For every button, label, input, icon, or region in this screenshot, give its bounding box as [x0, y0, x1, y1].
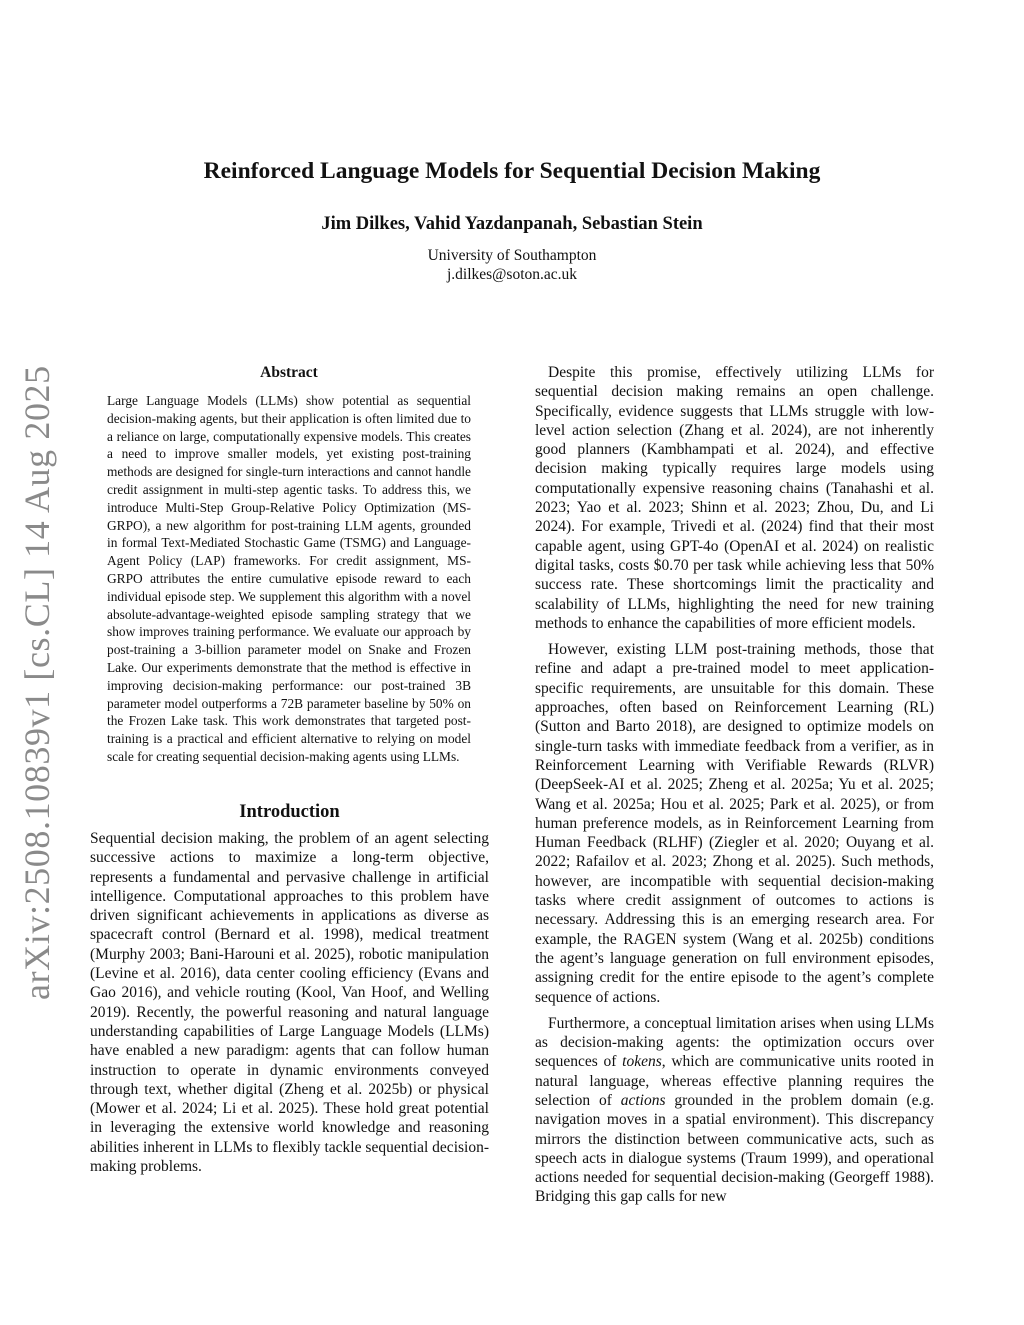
- introduction-paragraph-4: [535, 1014, 934, 1207]
- paper-authors: Jim Dilkes, Vahid Yazdanpanah, Sebastian Stein: [321, 214, 703, 234]
- introduction-heading: Introduction: [239, 802, 340, 822]
- abstract-heading: Abstract: [260, 364, 318, 381]
- paper-title: Reinforced Language Models for Sequential Decision Making: [203, 158, 821, 184]
- arxiv-identifier: arXiv:2508.10839v1 [cs.CL] 14 Aug 2025: [17, 365, 57, 1000]
- affiliation: University of Southampton: [427, 247, 597, 264]
- introduction-paragraph-2: Despite this promise, effectively utilizing LLMs for sequential decision making remains an open challenge. Specifically, evidence suggests that LLMs struggle with low-level action selection (Zhang et al. 2024), are not inherently good planners (Kambhampati et al. 2024), and effective decision making typically requires large models using computationally expensive reasoning chains (Tanahashi et al. 2023; Yao et al. 2023; Shinn et al. 2023; Zhou, Du, and Li 2024). For example, Trivedi et al. (2024) find that their most capable agent, using GPT-4o (OpenAI et al. 2024) on realistic digital tasks, costs $0.70 per task while achieving less that 50% success rate. These shortcomings limit the practicality and scalability of LLMs, highlighting the need for new training methods to enhance the capabilities of more efficient models.: [535, 364, 934, 632]
- term-actions: actions: [620, 1091, 666, 1109]
- introduction-paragraph-3: However, existing LLM post-training methods, those that refine and adapt a pre-trained model to meet application-specific requirements, are unsuitable for this domain. These approaches, often based on Reinforcement Learning (RL) (Sutton and Barto 2018), are designed to optimize models on single-turn tasks with immediate feedback from a verifier, as in Reinforcement Learning with Verifiable Rewards (RLVR) (DeepSeek-AI et al. 2025; Zheng et al. 2025a; Yu et al. 2025; Wang et al. 2025a; Hou et al. 2025; Park et al. 2025), or from human preference models, as in Reinforcement Learning from Human Feedback (RLHF) (Ziegler et al. 2020; Ouyang et al. 2022; Rafailov et al. 2023; Zhong et al. 2025). Such methods, however, are incompatible with sequential decision-making tasks where credit assignment of outcomes to actions is necessary. Addressing this is an emerging research area. For example, the RAGEN system (Wang et al. 2025b) conditions the agent’s language generation on full environment episodes, assigning credit for the entire episode to the agent’s complete sequence of actions.: [535, 641, 934, 1006]
- abstract-text: Large Language Models (LLMs) show potential as sequential decision-making agents, but their application is often limited due to a reliance on large, computationally expensive models. This creates a need to improve smaller models, yet existing post-training methods are designed for single-turn interactions and cannot handle credit assignment in multi-step agentic tasks. To address this, we introduce Multi-Step Group-Relative Policy Optimization (MS-GRPO), a new algorithm for post-training LLM agents, grounded in formal Text-Mediated Stochastic Game (TSMG) and Language-Agent Policy (LAP) frameworks. For credit assignment, MS-GRPO attributes the entire cumulative episode reward to each individual episode step. We supplement this algorithm with a novel absolute-advantage-weighted episode sampling strategy that we show improves training performance. We evaluate our approach by post-training a 3-billion parameter model on Snake and Frozen Lake. Our experiments demonstrate that the method is effective in improving decision-making performance: our post-trained 3B parameter model outperforms a 72B parameter baseline by 50% on the Frozen Lake task. This work demonstrates that targeted post-training is a practical and efficient alternative to relying on model scale for creating sequential decision-making agents using LLMs.: [107, 393, 471, 764]
- term-tokens: tokens: [622, 1053, 662, 1071]
- paragraph-4-text-c: grounded in the problem domain (e.g. navigation moves in a spatial environment). This discrepancy mirrors the distinction between communicative acts, such as speech acts in dialogue systems (Traum 1999), and operational actions needed for sequential decision-making (Georgeff 1988). Bridging this gap calls for new: [535, 1091, 934, 1206]
- paragraph-4-text-b: , which are communicative units rooted in natural language, whereas effective planning requires the selection of: [535, 1053, 934, 1109]
- author-email: j.dilkes@soton.ac.uk: [446, 266, 578, 283]
- right-column: [535, 363, 934, 1214]
- paragraph-4-text-a: Furthermore, a conceptual limitation arises when using LLMs as decision-making agents: the optimization occurs over sequences of: [535, 1014, 934, 1071]
- author-affiliation-block: [0, 246, 1024, 284]
- introduction-paragraph-1: Sequential decision making, the problem of an agent selecting successive actions to maximize a long-term objective, represents a fundamental and pervasive challenge in artificial intelligence. Computational approaches to this problem have driven significant achievements in applications as diverse as spacecraft control (Bernard et al. 1998), medical treatment (Murphy 2003; Bani-Harouni et al. 2025), robotic manipulation (Levine et al. 2016), data center cooling efficiency (Evans and Gao 2016), and vehicle routing (Kool, Van Hoof, and Welling 2019). Recently, the powerful reasoning and natural language understanding capabilities of Large Language Models (LLMs) have enabled a new paradigm: agents that can follow human instruction to operate in dynamic environments conveyed through text, whether digital (Zheng et al. 2025b) or physical (Mower et al. 2024; Li et al. 2025). These hold great potential in leveraging the extensive world knowledge and reasoning abilities inherent in LLMs to flexibly tackle sequential decision-making problems.: [90, 830, 489, 1176]
